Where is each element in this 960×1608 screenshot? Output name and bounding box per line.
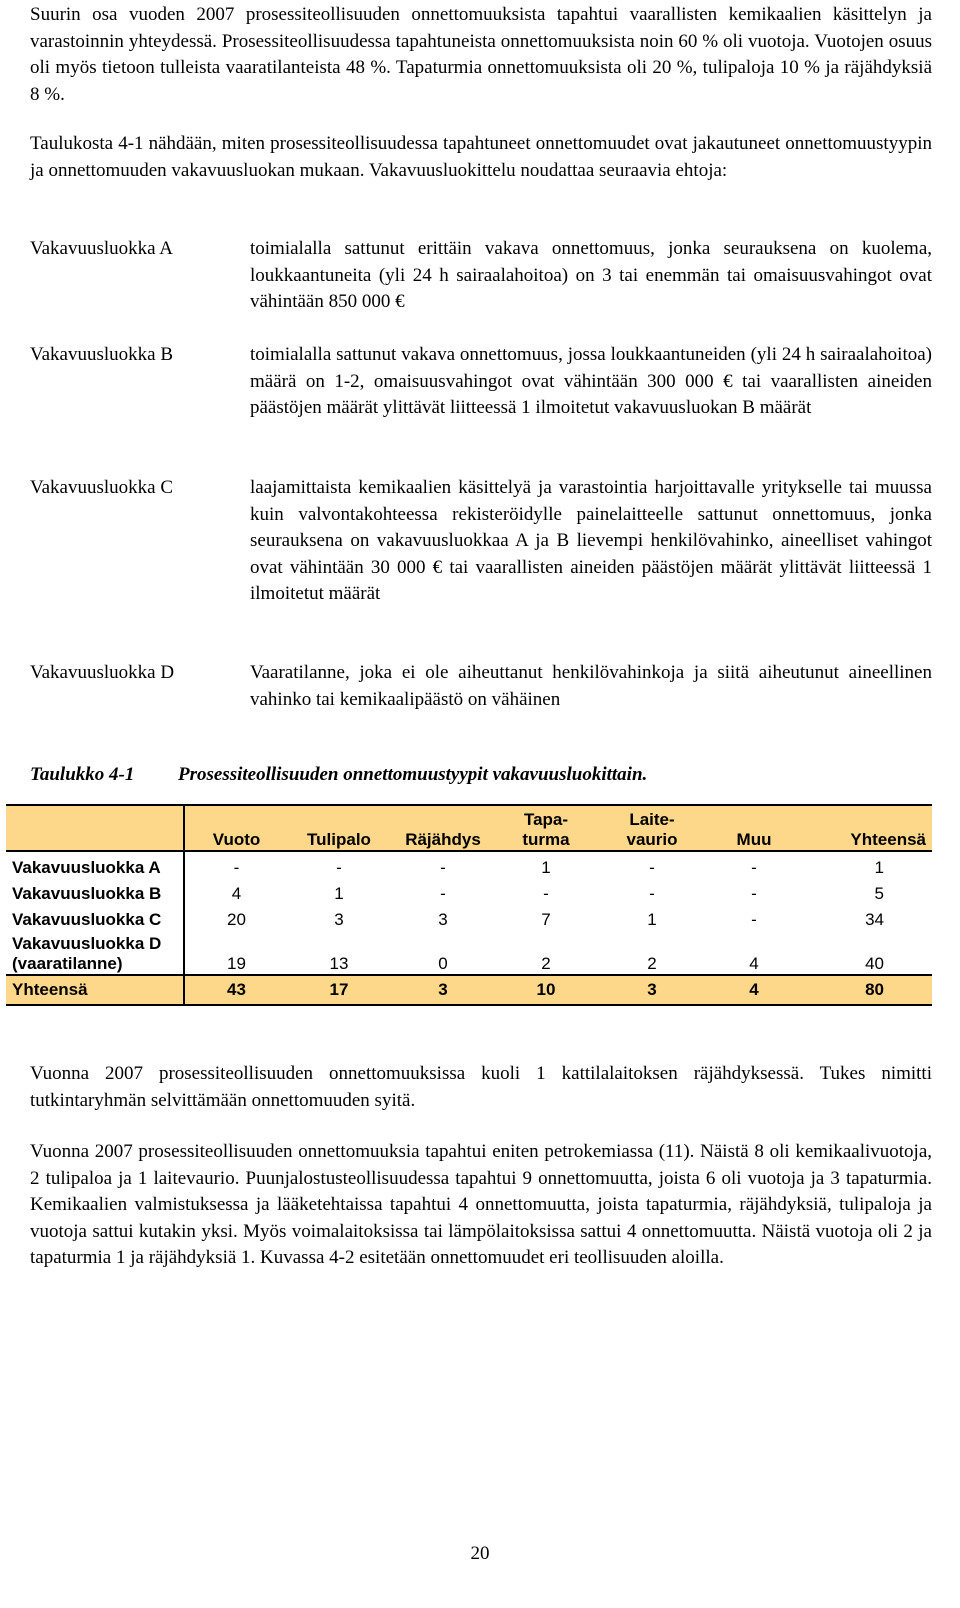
table-cell: 4 <box>708 975 800 1005</box>
row-label: Vakavuusluokka A <box>6 851 184 878</box>
definition-c <box>30 475 932 660</box>
table-cell: 2 <box>496 930 596 975</box>
table-cell: 7 <box>541 910 551 929</box>
table-cell: 4 <box>708 930 800 975</box>
table-cell: - <box>751 858 757 877</box>
table-cell: 17 <box>288 975 390 1005</box>
definition-a <box>30 236 932 342</box>
table-cell: 1 <box>647 910 657 929</box>
header-cell: Laite- vaurio <box>596 805 708 851</box>
header-cell: Räjähdys <box>390 805 496 851</box>
page-number: 20 <box>470 1543 490 1564</box>
table-cell: 43 <box>184 975 288 1005</box>
table-cell: 3 <box>334 910 344 929</box>
table-cell: - <box>440 858 446 877</box>
header-cell: Muu <box>708 805 800 851</box>
table-cell: - <box>336 858 342 877</box>
total-label: Yhteensä <box>6 975 184 1005</box>
table-cell: - <box>649 884 655 903</box>
row-label: Vakavuusluokka C <box>6 904 184 930</box>
header-cell: Vuoto <box>184 805 288 851</box>
table-cell: 19 <box>184 930 288 975</box>
table-row <box>6 851 932 878</box>
definition-b <box>30 342 932 475</box>
table-cell: 3 <box>390 975 496 1005</box>
table-cell: 10 <box>496 975 596 1005</box>
table-total-row <box>6 975 932 1005</box>
definition-term: Vakavuusluokka D <box>30 662 175 683</box>
table-intro-paragraph: Taulukosta 4-1 nähdään, miten prosessiteollisuudessa tapahtuneet onnettomuudet ovat jakautuneet onnettomuustyypin ja onnettomuuden vakavuusluokan mukaan. Vakavuusluokittelu noudattaa seuraavia ehtoja: <box>30 133 932 181</box>
table-caption-number: Taulukko 4-1 <box>30 764 135 785</box>
definition-desc: laajamittaista kemikaalien käsittelyä ja varastointia harjoittavalle yritykselle tai muussa kuin valvontakohteessa rekisteröidylle painelaitteelle sattunut onnettomuus, jonka seurauksena on vakavuusluokkaa A ja B lievempi henkilövahinko, aineelliset vahingot ovat vähintään 30 000 € tai vaarallisten aineiden päästöjen määrät ylittävät liitteessä 1 ilmoitetut määrät <box>250 477 932 604</box>
header-cell: Yhteensä <box>800 805 932 851</box>
fatality-paragraph: Vuonna 2007 prosessiteollisuuden onnettomuuksissa kuoli 1 kattilalaitoksen räjähdyksessä. Tukes nimitti tutkintaryhmän selvittämään onnettomuuden syitä. <box>30 1063 932 1111</box>
header-cell: Tulipalo <box>288 805 390 851</box>
definition-term: Vakavuusluokka C <box>30 477 174 498</box>
definition-desc: Vaaratilanne, joka ei ole aiheuttanut henkilövahinkoja ja siitä aiheutunut aineellinen vahinko tai kemikaalipäästö on vähäinen <box>250 662 932 710</box>
table-cell: 1 <box>874 858 884 877</box>
table-cell: 3 <box>596 975 708 1005</box>
table-row <box>6 878 932 904</box>
table-cell: 13 <box>288 930 390 975</box>
industry-paragraph: Vuonna 2007 prosessiteollisuuden onnettomuuksia tapahtui eniten petrokemiassa (11). Näistä 8 oli kemikaalivuotoja, 2 tulipaloa ja 1 laitevaurio. Puunjalostusteollisuudessa tapahtui 9 onnettomuutta, joista 6 oli vuotoja ja 3 tapaturmia. Kemikaalien valmistuksessa ja lääketehtaissa tapahtui 4 onnettomuutta, joista tapaturmia, räjähdyksiä, tulipaloja ja vuotoja sattui kutakin yksi. Myös voimalaitoksissa tai lämpölaitoksissa sattui 4 onnettomuutta. Näistä vuotoja oli 2 ja tapaturmia 1 ja räjähdyksiä 1. Kuvassa 4-2 esitetään onnettomuudet eri teollisuuden aloilla. <box>30 1141 932 1268</box>
table-cell: 20 <box>227 910 246 929</box>
table-cell: 80 <box>800 975 932 1005</box>
definition-desc: toimialalla sattunut erittäin vakava onnettomuus, jonka seurauksena on kuolema, loukkaantuneita (yli 24 h sairaalahoitoa) on 3 tai enemmän tai omaisuusvahingot ovat vähintään 850 000 € <box>250 238 932 312</box>
table-caption <box>30 764 647 786</box>
table-cell: - <box>543 884 549 903</box>
table-cell: 40 <box>800 930 932 975</box>
row-label: Vakavuusluokka B <box>6 878 184 904</box>
intro-paragraph: Suurin osa vuoden 2007 prosessiteollisuuden onnettomuuksista tapahtui vaarallisten kemikaalien käsittelyn ja varastoinnin yhteydessä. Prosessiteollisuudessa tapahtuneista onnettomuuksista noin 60 % oli vuotoja. Vuotojen osuus oli myös tietoon tulleista vaaratilanteista 48 %. Tapaturmia onnettomuuksista oli 20 %, tulipaloja 10 % ja räjähdyksiä 8 %. <box>30 4 932 105</box>
header-cell: Tapa- turma <box>496 805 596 851</box>
definition-term: Vakavuusluokka B <box>30 344 174 365</box>
table-cell: 34 <box>865 910 884 929</box>
table-cell: - <box>649 858 655 877</box>
table-cell: 0 <box>390 930 496 975</box>
table-cell: 3 <box>438 910 448 929</box>
table-cell: - <box>233 858 240 877</box>
table-cell: - <box>751 910 757 929</box>
accident-table <box>6 804 932 1006</box>
row-label: Vakavuusluokka D (vaaratilanne) <box>6 930 184 975</box>
definition-desc: toimialalla sattunut vakava onnettomuus, jossa loukkaantuneiden (yli 24 h sairaalahoitoa) määrä on 1-2, omaisuusvahingot ovat vähintään 300 000 € tai vaarallisten aineiden päästöjen määrät ylittävät liitteessä 1 ilmoitetut vakavuusluokan B määrät <box>250 344 932 418</box>
definition-term: Vakavuusluokka A <box>30 238 174 259</box>
severity-definitions <box>30 236 932 720</box>
table-cell: - <box>440 884 446 903</box>
table-cell: 5 <box>874 884 884 903</box>
table-cell: 1 <box>334 884 344 903</box>
table-cell: 1 <box>541 858 551 877</box>
table-row <box>6 930 932 975</box>
table-cell: 2 <box>596 930 708 975</box>
definition-d <box>30 660 932 720</box>
table-cell: - <box>751 884 757 903</box>
table-cell: 4 <box>231 884 242 903</box>
table-caption-title: Prosessiteollisuuden onnettomuustyypit vakavuusluokittain. <box>178 764 648 785</box>
header-corner <box>6 805 184 851</box>
table-header-row <box>6 805 932 851</box>
table-row <box>6 904 932 930</box>
accident-table-wrapper <box>6 804 934 1006</box>
